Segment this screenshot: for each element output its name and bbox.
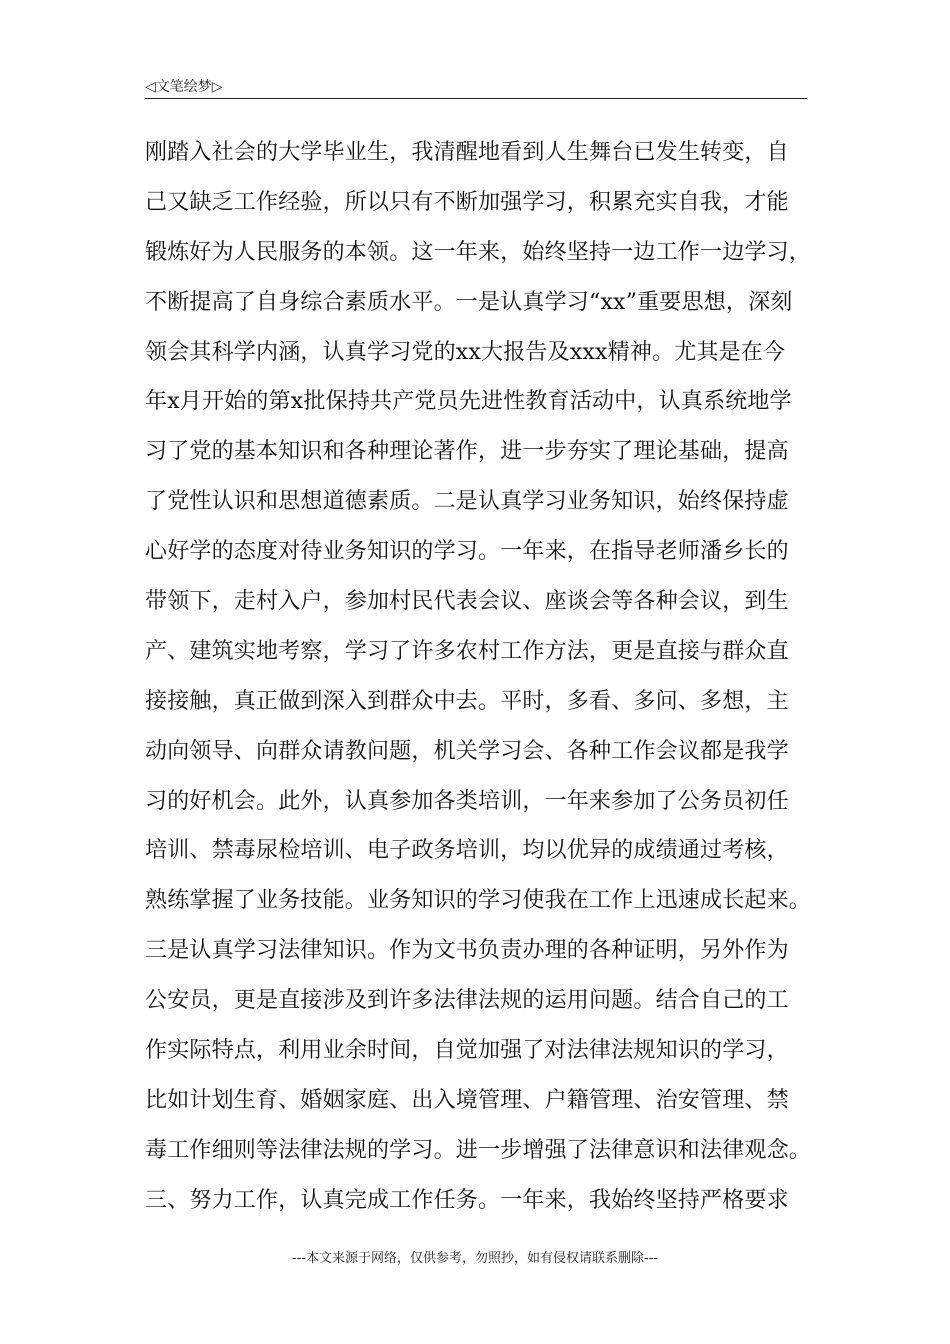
text-line: 公安员，更是直接涉及到许多法律法规的运用问题。结合自己的工: [145, 988, 789, 1014]
text-line: 锻炼好为人民服务的本领。这一年来，始终坚持一边工作一边学习，: [145, 239, 812, 265]
text-line: 动向领导、向群众请教问题，机关学习会、各种工作会议都是我学: [145, 738, 789, 764]
text-line: 领会其科学内涵，认真学习党的xx大报告及xxx精神。尤其是在今: [145, 339, 786, 365]
text-line: 年x月开始的第x批保持共产党员先进性教育活动中，认真系统地学: [145, 389, 792, 415]
text-line: 产、建筑实地考察，学习了许多农村工作方法，更是直接与群众直: [145, 638, 789, 664]
text-line: 三、努力工作，认真完成工作任务。一年来，我始终坚持严格要求: [145, 1187, 789, 1213]
text-line: 刚踏入社会的大学毕业生，我清醒地看到人生舞台已发生转变，自: [145, 140, 789, 165]
text-line: 三是认真学习法律知识。作为文书负责办理的各种证明，另外作为: [145, 938, 789, 964]
document-body: [145, 128, 820, 1226]
text-line: 熟练掌握了业务技能。业务知识的学习使我在工作上迅速成长起来。: [145, 888, 812, 914]
text-line: 习的好机会。此外，认真参加各类培训，一年来参加了公务员初任: [145, 788, 789, 814]
text-line: 了党性认识和思想道德素质。二是认真学习业务知识，始终保持虚: [145, 489, 789, 515]
text-line: 己又缺乏工作经验，所以只有不断加强学习，积累充实自我，才能: [145, 189, 789, 215]
page-header: [145, 74, 807, 99]
text-line: 习了党的基本知识和各种理论著作，进一步夯实了理论基础，提高: [145, 439, 789, 465]
text-line: 毒工作细则等法律法规的学习。进一步增强了法律意识和法律观念。: [145, 1137, 812, 1163]
text-line: 不断提高了自身综合素质水平。一是认真学习“xx”重要思想，深刻: [145, 289, 793, 315]
text-line: 心好学的态度对待业务知识的学习。一年来，在指导老师潘乡长的: [145, 539, 789, 565]
text-line: 比如计划生育、婚姻家庭、出入境管理、户籍管理、治安管理、禁: [145, 1087, 789, 1113]
text-line: 培训、禁毒尿检培训、电子政务培训，均以优异的成绩通过考核，: [145, 838, 789, 864]
text-line: 带领下，走村入户，参加村民代表会议、座谈会等各种会议，到生: [145, 589, 789, 615]
page-footer: ---本文来源于网络，仅供参考，勿照抄，如有侵权请联系删除---: [291, 1251, 659, 1266]
text-line: 接接触，真正做到深入到群众中去。平时，多看、多问、多想，主: [145, 688, 789, 714]
header-title: ◁文笔绘梦▷: [145, 79, 223, 95]
text-line: 作实际特点，利用业余时间，自觉加强了对法律法规知识的学习，: [145, 1038, 789, 1064]
